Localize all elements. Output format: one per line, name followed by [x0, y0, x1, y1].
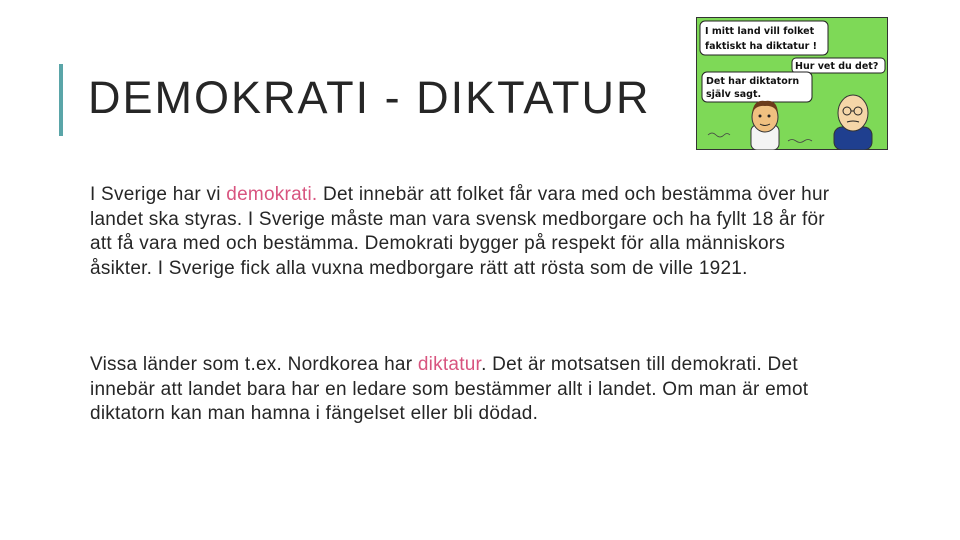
title-accent-bar — [59, 64, 63, 136]
comic-bubble1-line1: I mitt land vill folket — [705, 26, 815, 37]
paragraph-dictatorship — [90, 353, 850, 427]
comic-bubble3-line2: själv sagt. — [706, 89, 762, 100]
comic-person-left — [751, 101, 779, 150]
paragraph-dictatorship-intro: Vissa länder som t.ex. Nordkorea har — [90, 354, 418, 375]
term-diktatur: diktatur — [417, 354, 482, 375]
comic-bubble1-line2: faktiskt ha diktatur ! — [705, 41, 817, 52]
paragraph-dictatorship-body: . Det är motsatsen till demokrati. Det innebär att landet bara har en ledare som bestämmer allt i landet. Om man är emot diktatorn kan man hamna i fängelset eller bli dödad. — [90, 354, 809, 424]
term-demokrati: demokrati. — [226, 184, 318, 205]
comic-bubble2: Hur vet du det? — [795, 61, 879, 72]
comic-image — [696, 17, 888, 150]
paragraph-democracy-intro: I Sverige har vi — [90, 184, 227, 205]
slide-title: DEMOKRATI - DIKTATUR — [88, 72, 651, 123]
paragraph-democracy — [90, 183, 850, 281]
comic-bubble3-line1: Det har diktatorn — [706, 76, 800, 87]
comic-illustration — [696, 17, 888, 150]
paragraph-democracy-body: Det innebär att folket får vara med och bestämma över hur landet ska styras. I Sverige måste man vara svensk medborgare och ha fyllt 18 år för att få vara med och bestämma. Demokrati bygger på respekt för alla människors åsikter. I Sverige fick alla vuxna medborgare rätt att rösta som de ville 1921. — [90, 184, 830, 279]
